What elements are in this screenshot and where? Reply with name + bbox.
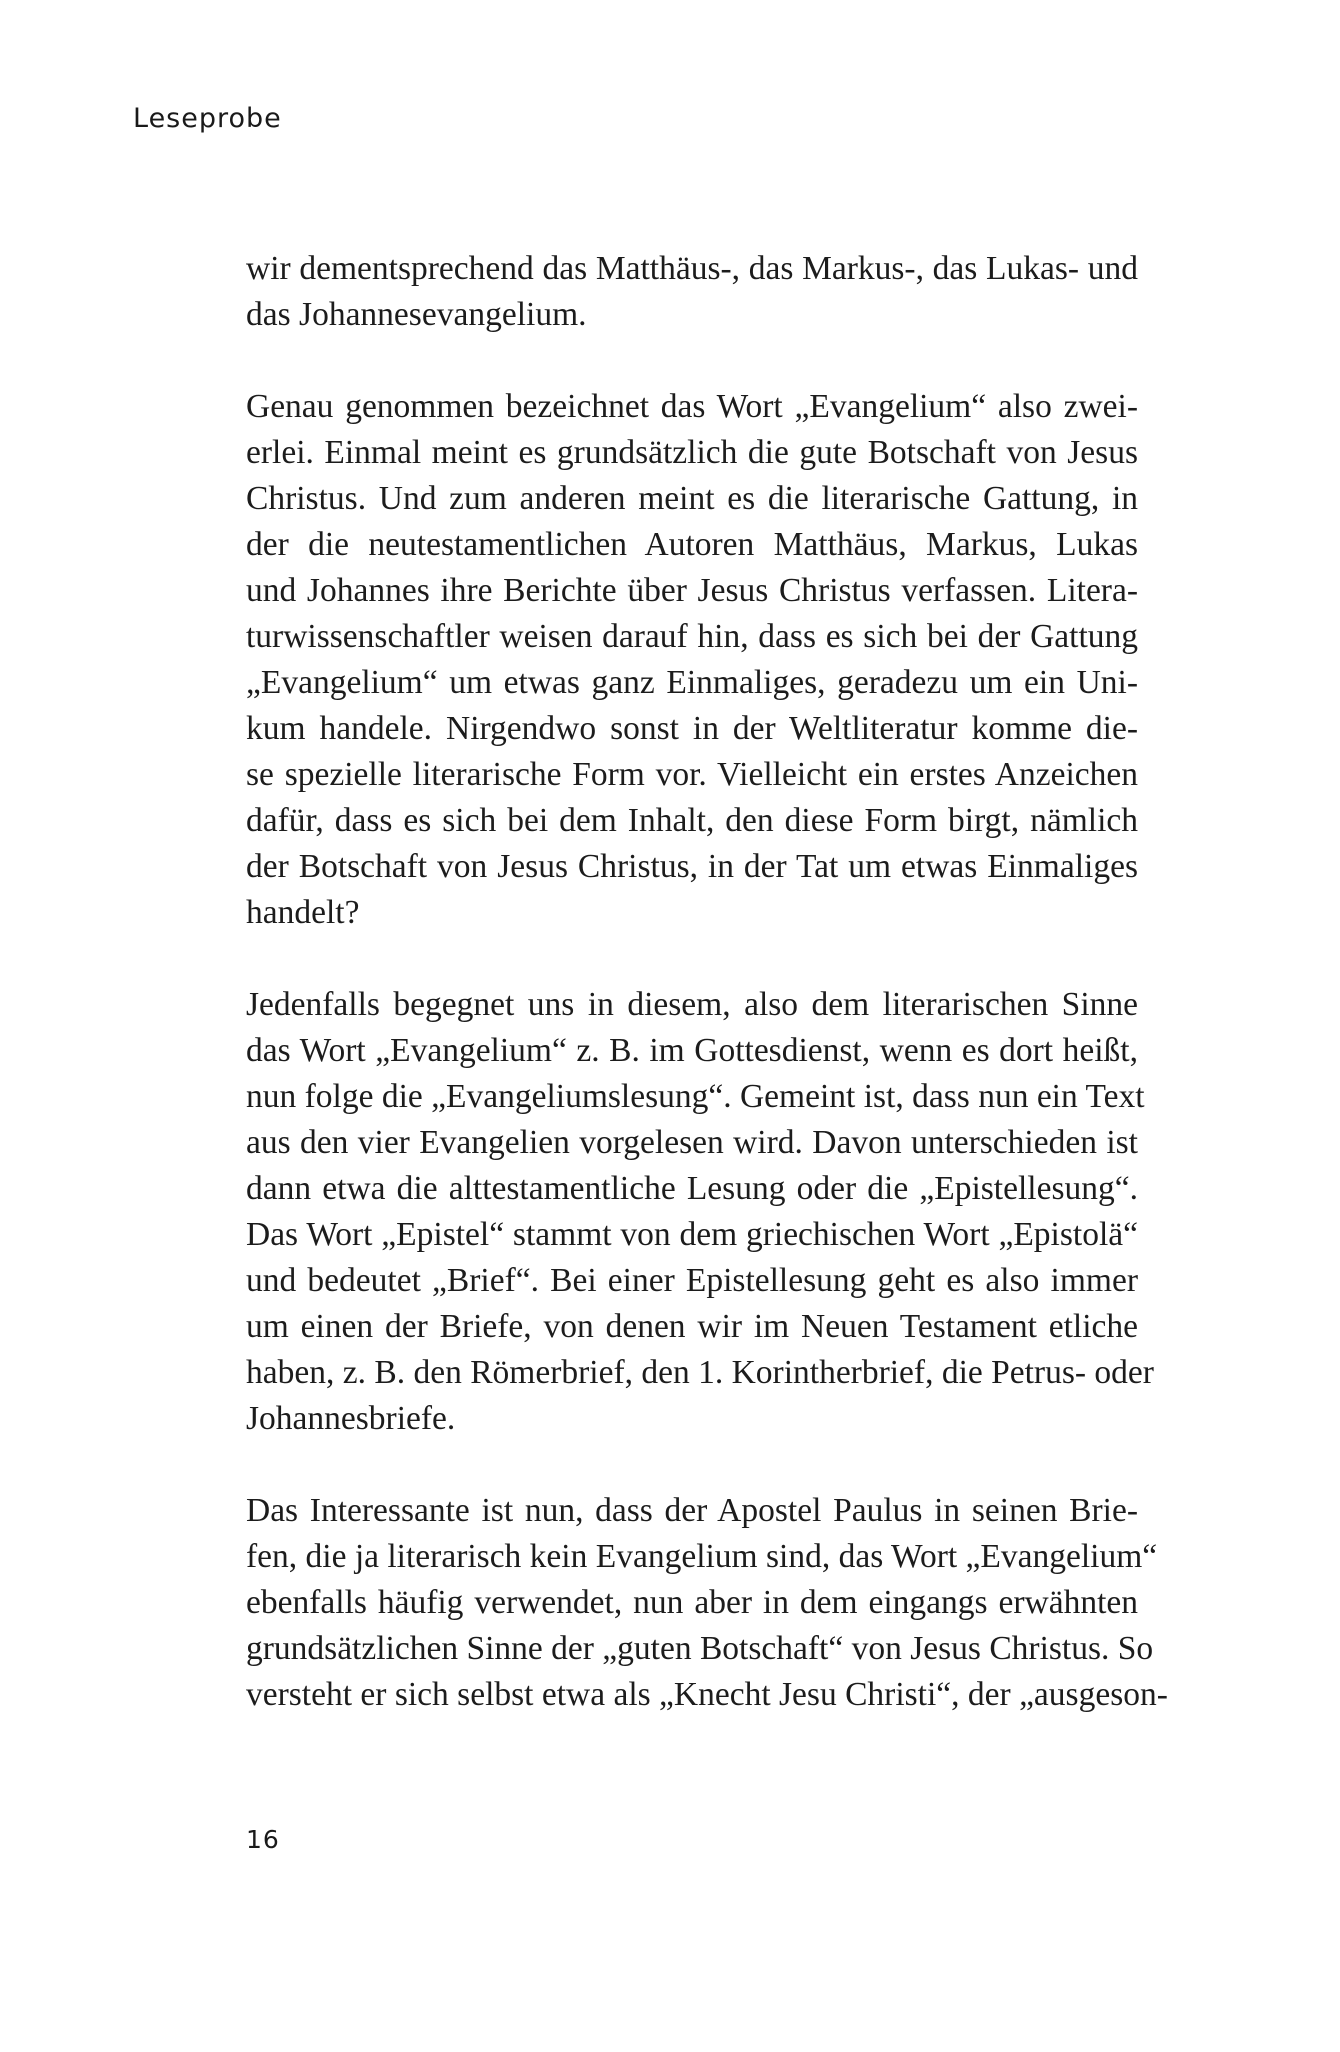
text-line: „Evangelium“ um etwas ganz Einmaliges, geradezu um ein Uni- bbox=[246, 664, 1138, 701]
text-line: um einen der Briefe, von denen wir im Neuen Testament etliche bbox=[246, 1308, 1138, 1345]
text-line: dann etwa die alttestamentliche Lesung oder die „Epistellesung“. bbox=[246, 1170, 1138, 1207]
paragraph bbox=[246, 982, 1154, 1442]
text-line: das Wort „Evangelium“ z. B. im Gottesdienst, wenn es dort heißt, bbox=[246, 1032, 1138, 1069]
text-line: wir dementsprechend das Matthäus-, das Markus-, das Lukas- und bbox=[246, 250, 1138, 287]
text-line: Das Interessante ist nun, dass der Apostel Paulus in seinen Brie- bbox=[246, 1492, 1138, 1529]
text-line: der Botschaft von Jesus Christus, in der Tat um etwas Einmaliges bbox=[246, 848, 1138, 885]
text-line: Genau genommen bezeichnet das Wort „Evangelium“ also zwei- bbox=[246, 388, 1138, 425]
body-text bbox=[246, 246, 1168, 1718]
text-line: der die neutestamentlichen Autoren Matthäus, Markus, Lukas bbox=[246, 526, 1138, 563]
text-line: nun folge die „Evangeliumslesung“. Gemeint ist, dass nun ein Text bbox=[246, 1078, 1145, 1115]
text-line: haben, z. B. den Römerbrief, den 1. Korintherbrief, die Petrus- oder bbox=[246, 1354, 1154, 1391]
text-line: Johannesbriefe. bbox=[246, 1400, 456, 1437]
text-line: Das Wort „Epistel“ stammt von dem griechischen Wort „Epistolä“ bbox=[246, 1216, 1138, 1253]
text-line: handelt? bbox=[246, 894, 360, 931]
text-line: das Johannesevangelium. bbox=[246, 296, 587, 333]
text-line: erlei. Einmal meint es grundsätzlich die gute Botschaft von Jesus bbox=[246, 434, 1138, 471]
text-line: dafür, dass es sich bei dem Inhalt, den diese Form birgt, nämlich bbox=[246, 802, 1138, 839]
text-line: grundsätzlichen Sinne der „guten Botschaft“ von Jesus Christus. So bbox=[246, 1630, 1154, 1667]
text-line: und bedeutet „Brief“. Bei einer Epistellesung geht es also immer bbox=[246, 1262, 1138, 1299]
running-header: Leseprobe bbox=[133, 103, 282, 134]
text-line: aus den vier Evangelien vorgelesen wird. Davon unterschieden ist bbox=[246, 1124, 1138, 1161]
text-line: Jedenfalls begegnet uns in diesem, also dem literarischen Sinne bbox=[246, 986, 1138, 1023]
page-number: 16 bbox=[246, 1825, 280, 1854]
text-line: ebenfalls häufig verwendet, nun aber in dem eingangs erwähnten bbox=[246, 1584, 1138, 1621]
text-line: turwissenschaftler weisen darauf hin, dass es sich bei der Gattung bbox=[246, 618, 1138, 655]
text-line: fen, die ja literarisch kein Evangelium sind, das Wort „Evangelium“ bbox=[246, 1538, 1158, 1575]
text-line: kum handele. Nirgendwo sonst in der Weltliteratur komme die- bbox=[246, 710, 1138, 747]
paragraph bbox=[246, 1488, 1168, 1718]
paragraph bbox=[246, 246, 1138, 338]
text-line: versteht er sich selbst etwa als „Knecht Jesu Christi“, der „ausgeson- bbox=[246, 1676, 1168, 1713]
text-line: se spezielle literarische Form vor. Vielleicht ein erstes Anzeichen bbox=[246, 756, 1138, 793]
text-line: und Johannes ihre Berichte über Jesus Christus verfassen. Litera- bbox=[246, 572, 1138, 609]
text-line: Christus. Und zum anderen meint es die literarische Gattung, in bbox=[246, 480, 1138, 517]
paragraph bbox=[246, 384, 1138, 936]
